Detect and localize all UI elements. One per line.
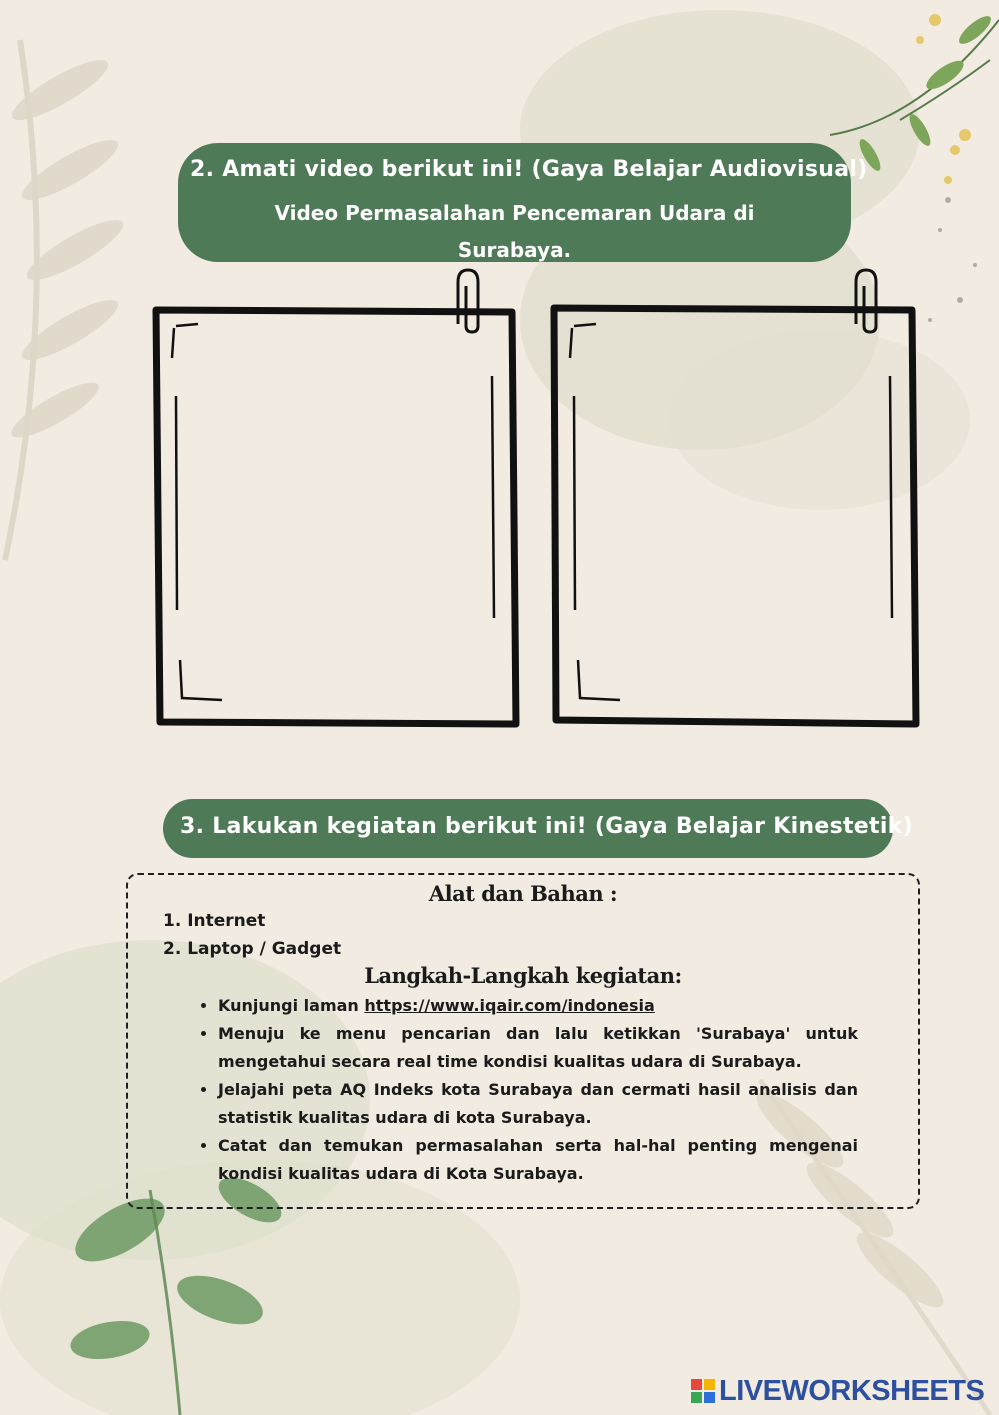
video-frame-left[interactable] [150, 268, 522, 728]
paperclip-icon [856, 270, 876, 332]
steps-heading: Langkah-Langkah kegiatan: [364, 963, 682, 988]
brand-name: LIVEWORKSHEETS [719, 1374, 985, 1407]
step-item: • Jelajahi peta AQ Indeks kota Surabaya dan cermati hasil analisis dan statistik kualitas udara di kota Surabaya. [218, 1076, 858, 1132]
section-2-banner [178, 143, 868, 262]
section-2-title: 2. Amati video berikut ini! (Gaya Belajar Audiovisual) [190, 157, 868, 182]
step-text: Kunjungi laman [218, 996, 365, 1015]
liveworksheets-icon [691, 1379, 715, 1403]
step-item: • Catat dan temukan permasalahan serta hal-hal penting mengenai kondisi kualitas udara di Kota Surabaya. [218, 1132, 858, 1188]
paperclip-icon [458, 270, 478, 332]
activity-box [126, 873, 920, 1209]
materials-heading: Alat dan Bahan : [428, 881, 618, 906]
section-3-title: 3. Lakukan kegiatan berikut ini! (Gaya Belajar Kinestetik) [180, 814, 913, 839]
steps-list [198, 992, 858, 1188]
video-frame-right[interactable] [548, 268, 920, 728]
step-item [218, 992, 858, 1020]
material-item: 1. Internet [163, 911, 266, 931]
section-2-subtitle: Video Permasalahan Pencemaran Udara di Surabaya. [274, 201, 755, 262]
liveworksheets-logo [691, 1373, 984, 1409]
material-item: 2. Laptop / Gadget [163, 939, 342, 959]
section-3-banner [163, 799, 913, 858]
step-item: • Menuju ke menu pencarian dan lalu ketikkan 'Surabaya' untuk mengetahui secara real time kondisi kualitas udara di Surabaya. [218, 1020, 858, 1076]
iqair-link[interactable]: https://www.iqair.com/indonesia [364, 996, 655, 1015]
